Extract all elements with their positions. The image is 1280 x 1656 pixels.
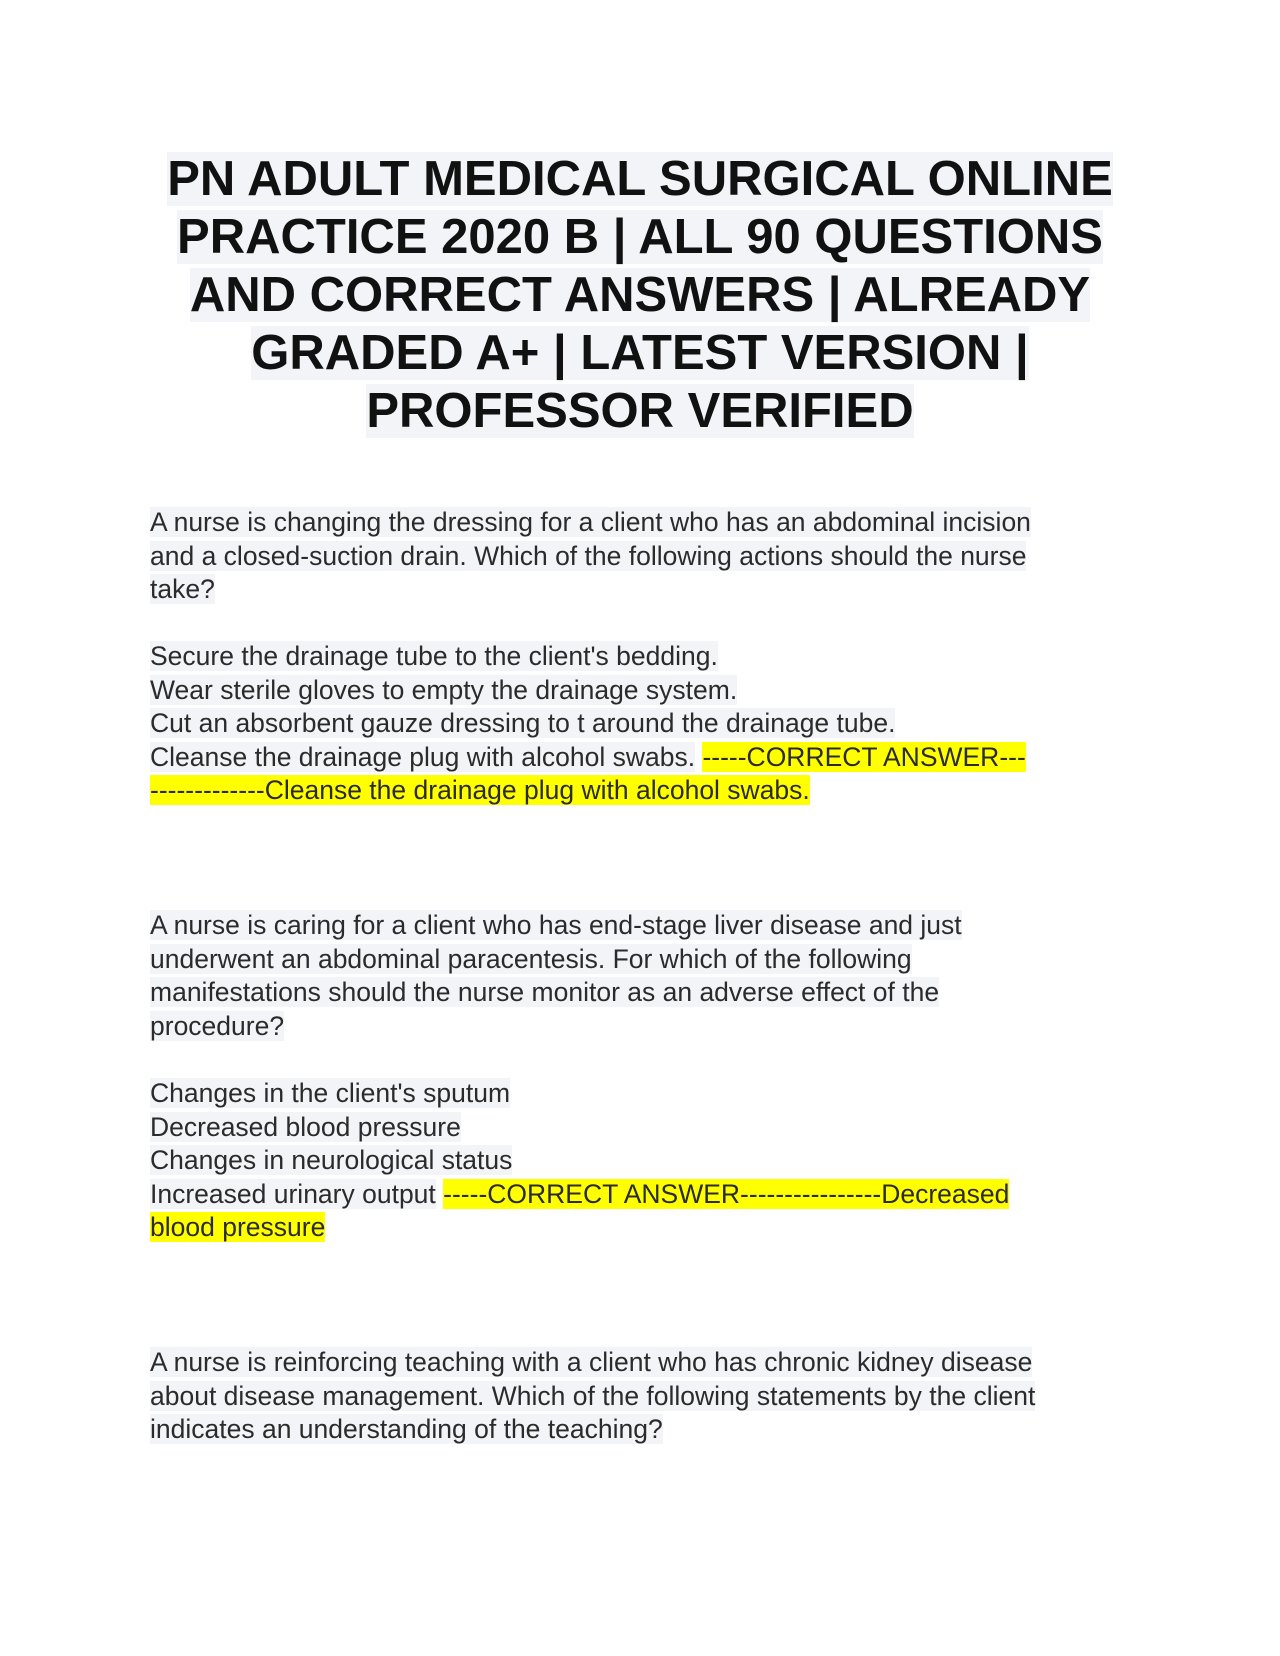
answer-option: Increased urinary output <box>150 1178 436 1209</box>
answer-option: Changes in neurological status <box>150 1145 513 1175</box>
question-1-options <box>150 640 1130 808</box>
question-stem-line: underwent an abdominal paracentesis. For which of the following <box>150 943 912 974</box>
answer-option: Cleanse the drainage plug with alcohol swabs. <box>150 741 696 772</box>
question-stem-line: A nurse is changing the dressing for a client who has an abdominal incision <box>150 507 1031 537</box>
title-line: GRADED A+ | LATEST VERSION | <box>251 326 1029 380</box>
correct-answer-highlight: -----CORRECT ANSWER--- <box>702 741 1026 772</box>
question-stem-line: manifestations should the nurse monitor as an adverse effect of the <box>150 977 940 1007</box>
question-stem-line: A nurse is caring for a client who has end-stage liver disease and just <box>150 910 962 940</box>
question-1-stem <box>150 506 1130 607</box>
answer-option: Changes in the client's sputum <box>150 1078 511 1108</box>
question-stem-line: A nurse is reinforcing teaching with a client who has chronic kidney disease <box>150 1347 1033 1377</box>
title-line: AND CORRECT ANSWERS | ALREADY <box>189 268 1091 322</box>
answer-option: Decreased blood pressure <box>150 1111 461 1142</box>
answer-option: Cut an absorbent gauze dressing to t around the drainage tube. <box>150 708 896 738</box>
correct-answer-highlight: -----CORRECT ANSWER----------------Decreased <box>443 1178 1010 1209</box>
title-line: PRACTICE 2020 B | ALL 90 QUESTIONS <box>177 210 1103 264</box>
question-stem-line: procedure? <box>150 1010 285 1041</box>
title-line: PN ADULT MEDICAL SURGICAL ONLINE <box>167 152 1113 206</box>
question-2-options <box>150 1077 1130 1245</box>
document-title <box>150 150 1130 440</box>
question-2-stem <box>150 909 1130 1043</box>
question-3-stem <box>150 1346 1130 1447</box>
answer-option: Wear sterile gloves to empty the drainage system. <box>150 674 738 705</box>
answer-option: Secure the drainage tube to the client's bedding. <box>150 641 718 671</box>
question-stem-line: about disease management. Which of the following statements by the client <box>150 1380 1036 1411</box>
question-stem-line: take? <box>150 574 215 604</box>
correct-answer-highlight: -------------Cleanse the drainage plug with alcohol swabs. <box>150 775 810 805</box>
title-line: PROFESSOR VERIFIED <box>366 384 914 438</box>
correct-answer-highlight: blood pressure <box>150 1212 326 1242</box>
question-stem-line: and a closed-suction drain. Which of the following actions should the nurse <box>150 540 1027 571</box>
question-stem-line: indicates an understanding of the teaching? <box>150 1414 663 1444</box>
